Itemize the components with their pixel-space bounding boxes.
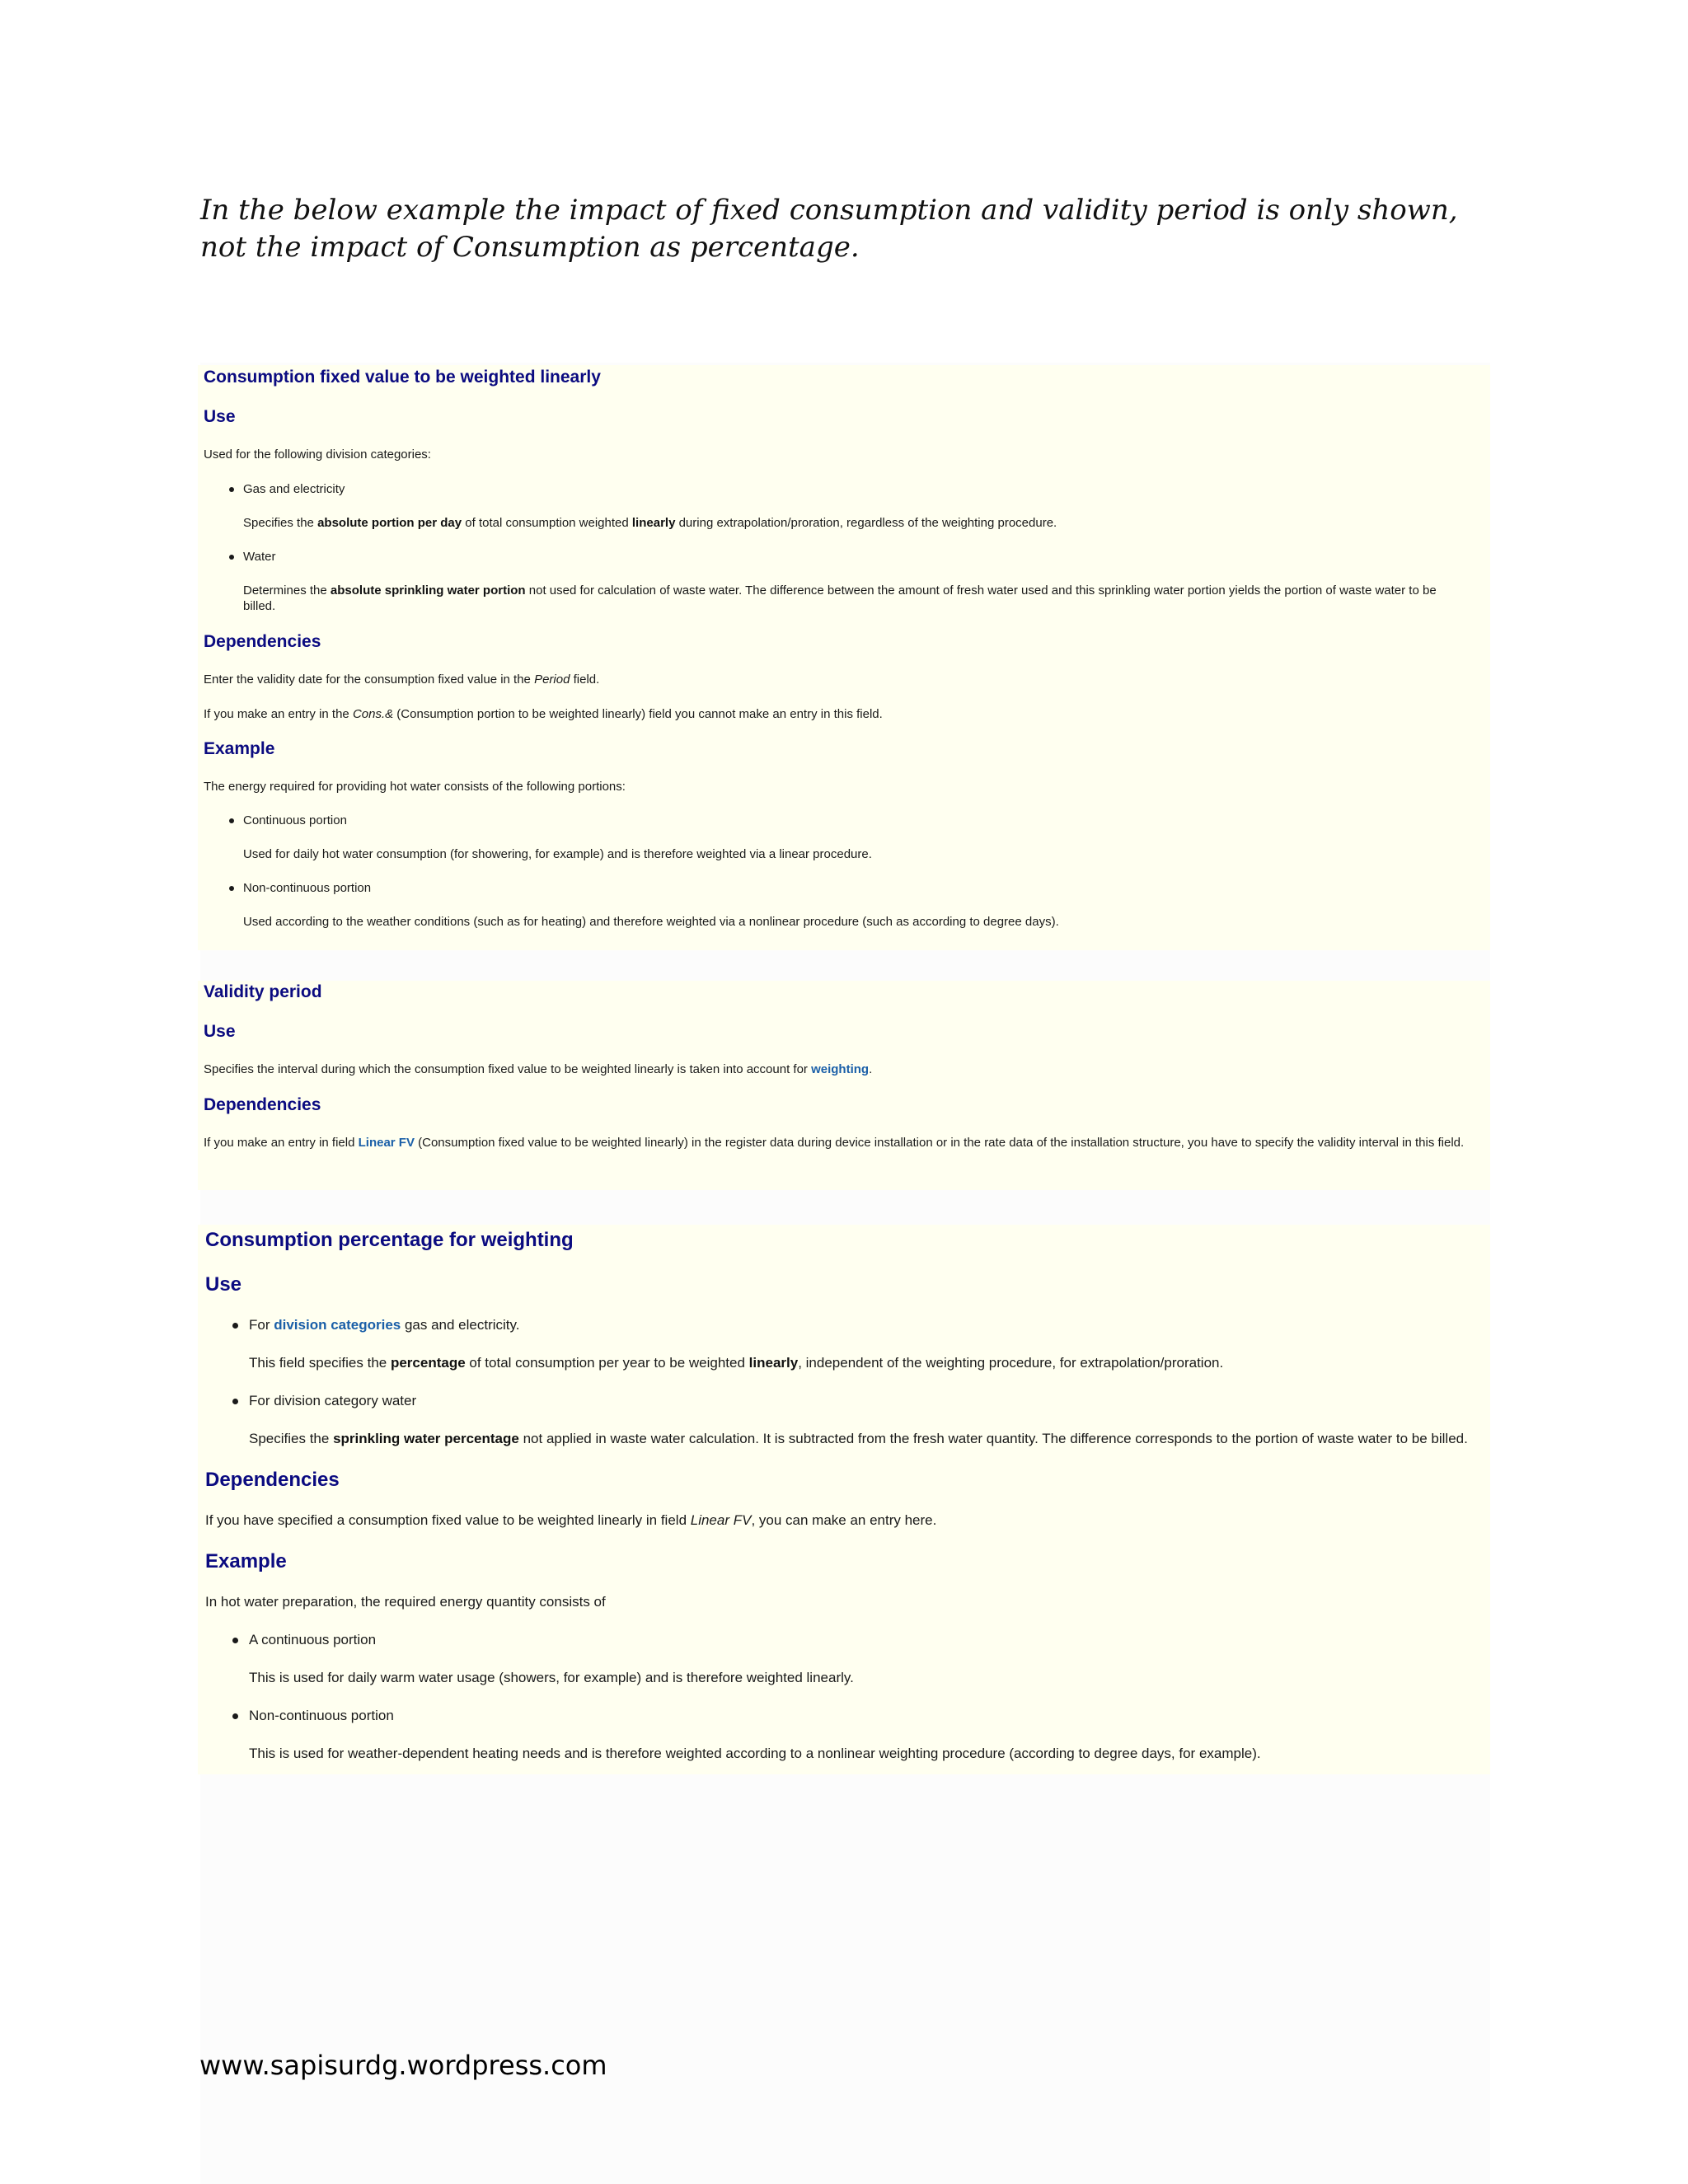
box-title: Consumption percentage for weighting — [205, 1229, 574, 1251]
dependencies-text: If you have specified a consumption fixed value to be weighted linearly in field Linear FV, you can make an entry here. — [205, 1512, 937, 1528]
use-text: Used for the following division categories: — [204, 448, 431, 462]
example-text: The energy required for providing hot water consists of the following portions: — [204, 780, 626, 794]
use-text: Specifies the interval during which the consumption fixed value to be weighted linearly is taken into account for weighting. — [204, 1062, 873, 1076]
example-text: In hot water preparation, the required energy quantity consists of — [205, 1594, 606, 1610]
use-heading: Use — [204, 407, 236, 426]
list-item-description: This field specifies the percentage of total consumption per year to be weighted linearly, independent of the weighting procedure, for extrapolation/proration. — [249, 1355, 1224, 1371]
linear-fv-link[interactable]: Linear FV — [358, 1136, 415, 1150]
list-item: For division categories gas and electricity. — [249, 1317, 520, 1333]
list-item-description: This is used for weather-dependent heating needs and is therefore weighted according to a nonlinear weighting procedure (according to degree days, for example). — [249, 1746, 1261, 1761]
dependencies-text: If you make an entry in field Linear FV (Consumption fixed value to be weighted linearly) in the register data during device installation or in the rate data of the installation structure, you have to specify the validity interval in this field. — [204, 1136, 1465, 1150]
help-box-validity-period — [198, 981, 1490, 1190]
use-heading: Use — [204, 1022, 236, 1041]
help-box-consumption-percentage — [198, 1225, 1490, 1774]
list-item-description: Specifies the absolute portion per day of total consumption weighted linearly during extrapolation/proration, regardless of the weighting procedure. — [243, 516, 1057, 530]
list-item: Continuous portion — [243, 813, 347, 827]
list-item-description: Specifies the sprinkling water percentage not applied in waste water calculation. It is subtracted from the fresh water quantity. The difference corresponds to the portion of waste water to be billed. — [249, 1431, 1468, 1446]
dependencies-text: Enter the validity date for the consumption fixed value in the Period field. — [204, 673, 600, 687]
list-item: For division category water — [249, 1393, 417, 1408]
list-item-description: Determines the absolute sprinkling water portion not used for calculation of waste water. The difference between the amount of fresh water used and this sprinkling water portion yields the portion of waste water to be billed. — [243, 583, 1437, 613]
box-title: Consumption fixed value to be weighted linearly — [204, 368, 601, 387]
box-title: Validity period — [204, 982, 322, 1001]
use-heading: Use — [205, 1273, 242, 1296]
footer-url: www.sapisurdg.wordpress.com — [199, 2050, 607, 2081]
list-item: Non-continuous portion — [249, 1708, 394, 1723]
list-item-description: Used according to the weather conditions (such as for heating) and therefore weighted via a nonlinear procedure (such as according to degree days). — [243, 915, 1059, 929]
intro-note: In the below example the impact of fixed consumption and validity period is only shown, not the impact of Consumption as percentage. — [200, 194, 1458, 264]
dependencies-text: If you make an entry in the Cons.& (Consumption portion to be weighted linearly) field you cannot make an entry in this field. — [204, 707, 883, 721]
list-item: Gas and electricity — [243, 482, 345, 496]
list-item-description: Used for daily hot water consumption (for showering, for example) and is therefore weighted via a linear procedure. — [243, 847, 872, 861]
list-item-description: This is used for daily warm water usage (showers, for example) and is therefore weighted linearly. — [249, 1670, 854, 1685]
division-categories-link[interactable]: division categories — [274, 1317, 401, 1333]
list-item: Water — [243, 550, 276, 564]
dependencies-heading: Dependencies — [205, 1469, 340, 1491]
list-item: Non-continuous portion — [243, 881, 372, 895]
example-heading: Example — [204, 739, 275, 758]
dependencies-heading: Dependencies — [204, 1095, 321, 1114]
help-box-consumption-fixed-value — [198, 365, 1490, 950]
weighting-link[interactable]: weighting — [811, 1062, 870, 1076]
example-heading: Example — [205, 1550, 287, 1572]
list-item: A continuous portion — [249, 1632, 377, 1647]
dependencies-heading: Dependencies — [204, 632, 321, 651]
